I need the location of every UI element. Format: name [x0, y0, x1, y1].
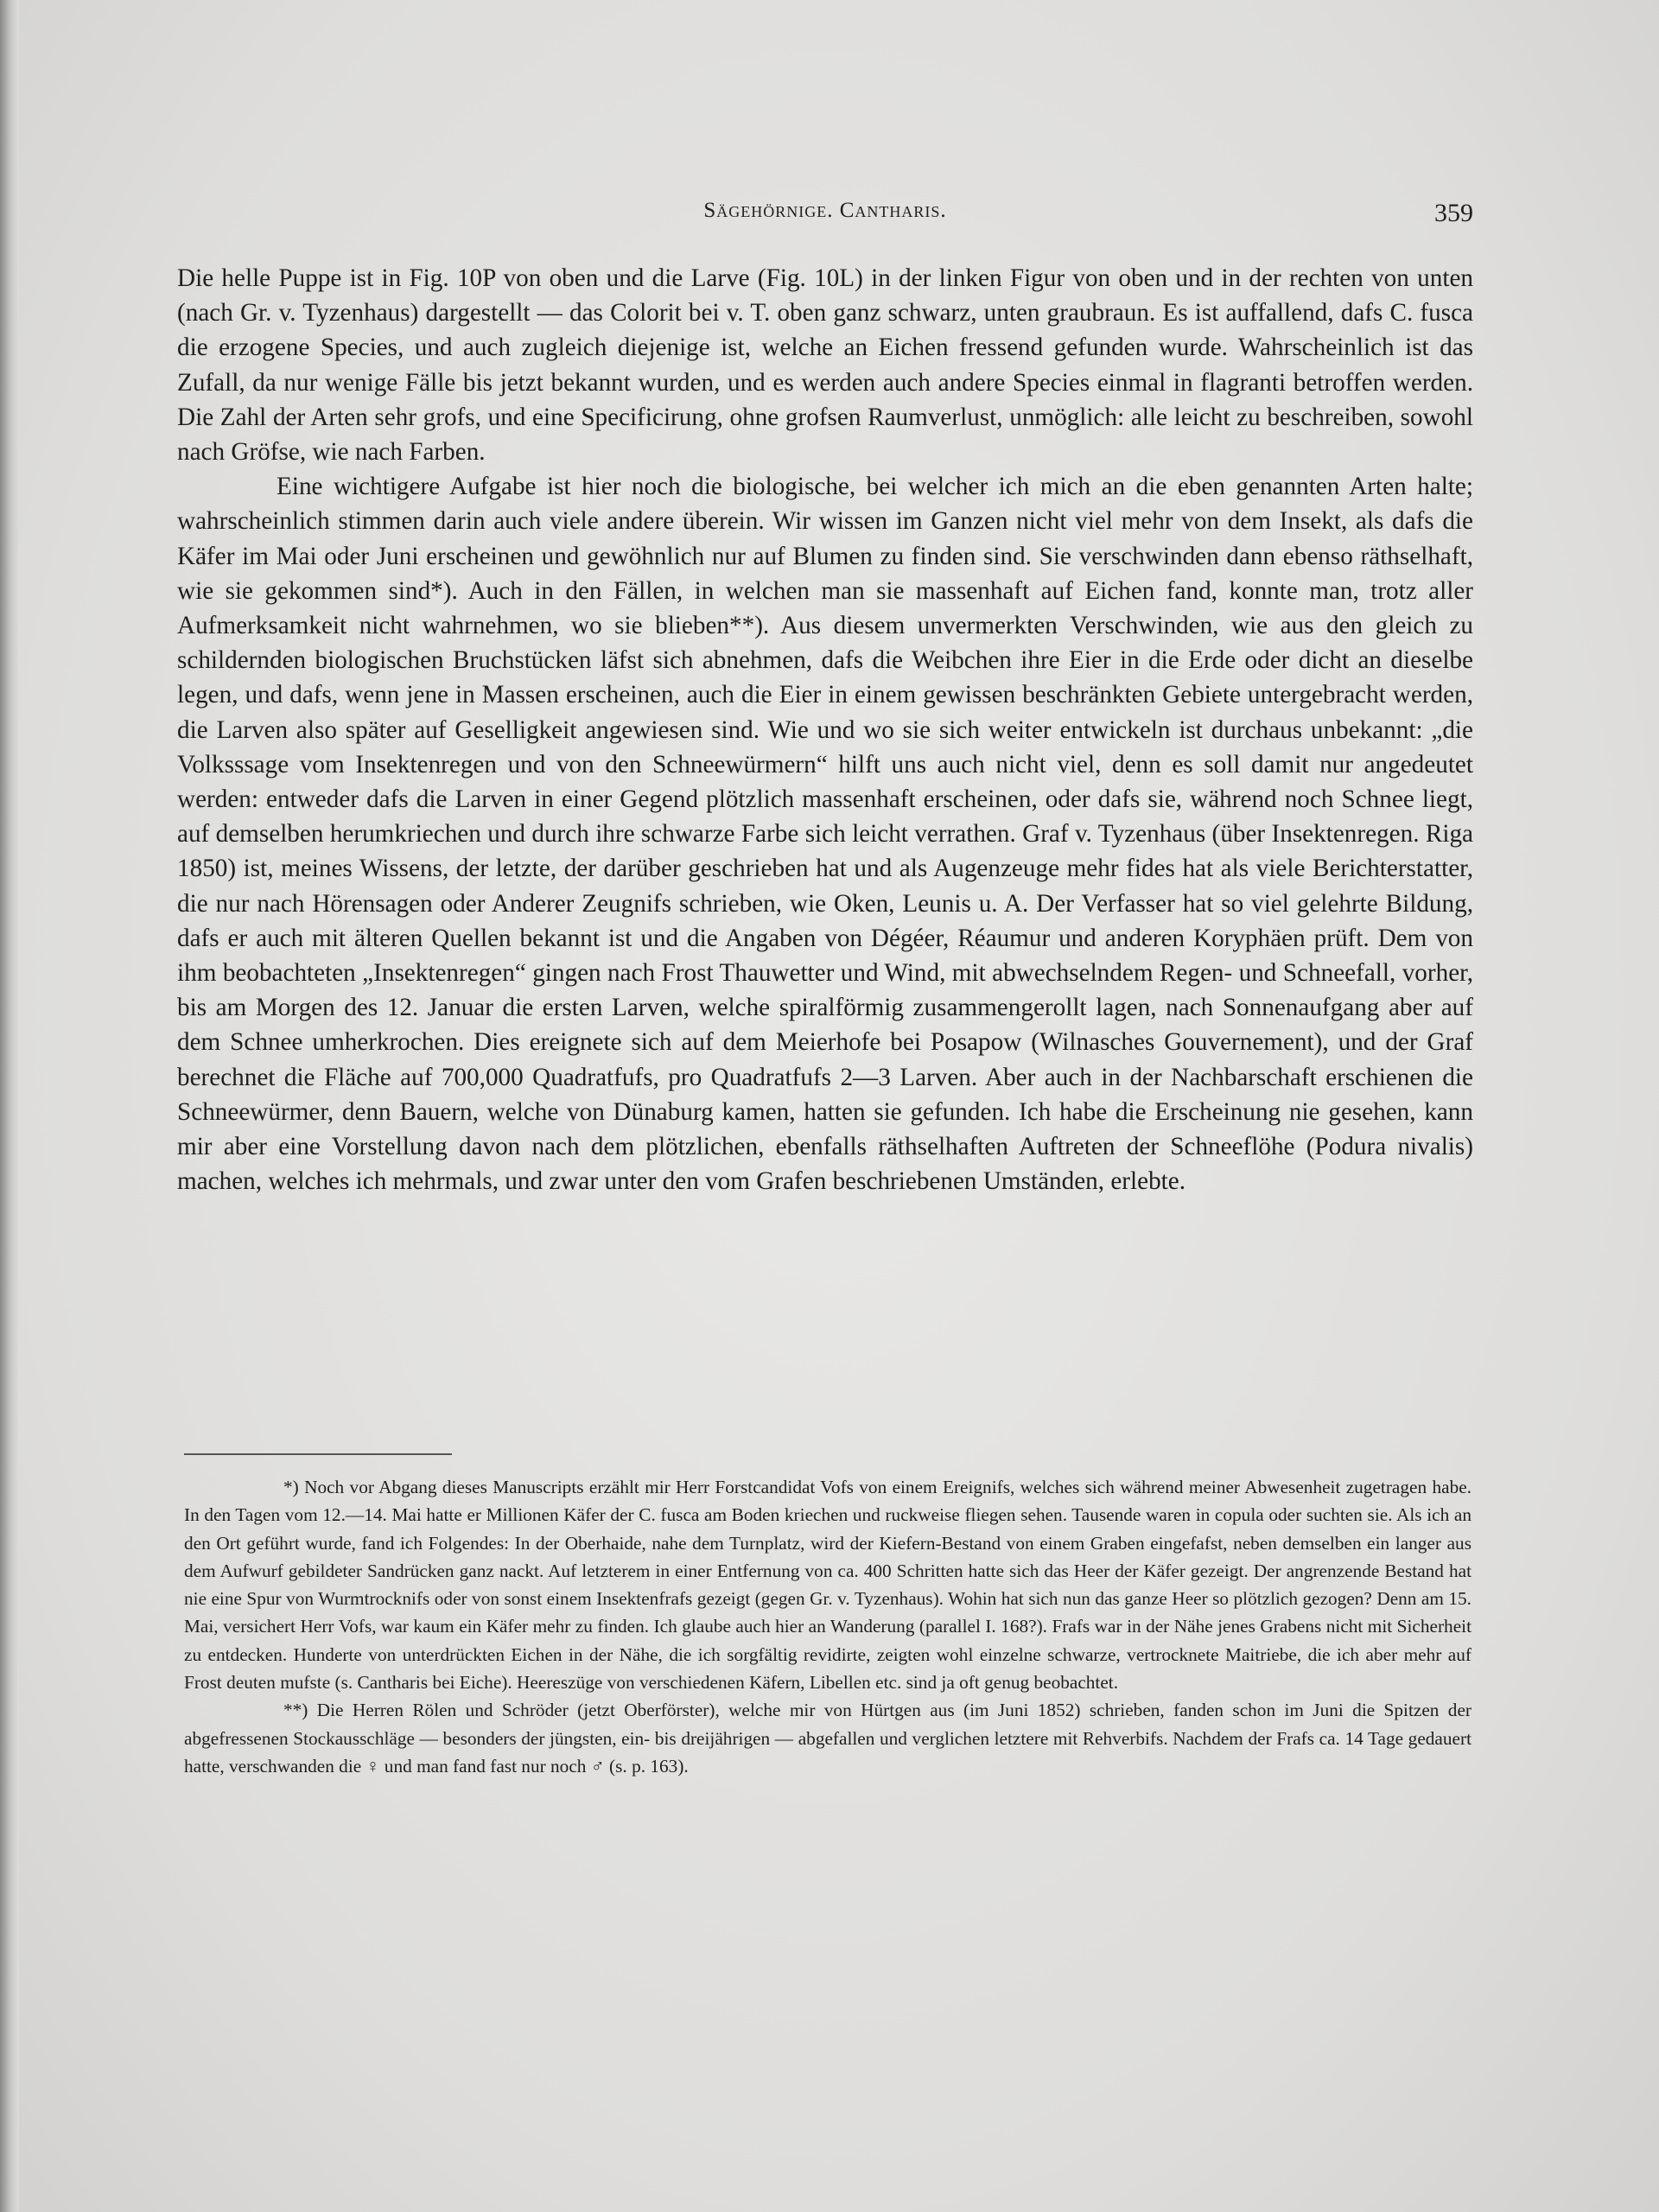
page-spine-shadow: [0, 0, 19, 2212]
running-title: Sägehörnige. Cantharis.: [703, 199, 947, 222]
paragraph: Die helle Puppe ist in Fig. 10P von oben und die Larve (Fig. 10L) in der linken Figur von oben und in der rechten von unten (nach Gr. v. Tyzenhaus) dargestellt — das Colorit bei v. T. oben ganz schwarz, unten graubraun. Es ist auffallend, dafs C. fusca die erzogene Species, und auch zugleich diejenige ist, welche an Eichen fressend gefunden wurde. Wahrscheinlich ist das Zufall, da nur wenige Fälle bis jetzt bekannt wurden, und es werden auch andere Species einmal in flagranti betroffen werden. Die Zahl der Arten sehr grofs, und eine Specificirung, ohne grofsen Raumverlust, unmöglich: alle leicht zu beschreiben, sowohl nach Gröfse, wie nach Farben.: [177, 264, 1473, 467]
footnote: *) Noch vor Abgang dieses Manuscripts erzählt mir Herr Forstcandidat Vofs von einem Ereignifs, welches sich während meiner Abwesenheit zugetragen habe. In den Tagen vom 12.—14. Mai hatte er Millionen Käfer der C. fusca am Boden kriechen und ruckweise fliegen sehen. Tausende waren in copula oder suchten sie. Als ich an den Ort geführt wurde, fand ich Folgendes: In der Oberhaide, nahe dem Turnplatz, wird der Kiefern-Bestand von einem Graben eingefafst, neben demselben ein langer aus dem Aufwurf gebildeter Sandrücken ganz nackt. Auf letzterem in einer Entfernung von ca. 400 Schritten hatte sich das Heer der Käfer gezeigt. Der angrenzende Bestand hat nie eine Spur von Wurmtrocknifs oder von sonst einem Insektenfrafs gezeigt (gegen Gr. v. Tyzenhaus). Wohin hat sich nun das ganze Heer so plötzlich gezogen? Denn am 15. Mai, versichert Herr Vofs, war kaum ein Käfer mehr zu finden. Ich glaube auch hier an Wanderung (parallel I. 168?). Frafs war in der Nähe jenes Grabens nicht mit Sicherheit zu entdecken. Hunderte von unterdrückten Eichen in der Nähe, die ich sorgfältig revidirte, zeigten wohl einzelne schwarze, vertrocknete Maitriebe, die ich aber mehr auf Frost deuten mufste (s. Cantharis bei Eiche). Heereszüge von verschiedenen Käfern, Libellen etc. sind ja oft genug beobachtet.: [184, 1477, 1471, 1694]
footnote: **) Die Herren Rölen und Schröder (jetzt Oberförster), welche mir von Hürtgen aus (im Juni 1852) schrieben, fanden schon im Juni die Spitzen der abgefressenen Stockausschläge — besonders der jüngsten, ein- bis dreijährigen — abgefallen und verglichen letztere mit Rehverbifs. Nachdem der Frafs ca. 14 Tage gedauert hatte, verschwanden die ♀ und man fand fast nur noch ♂ (s. p. 163).: [184, 1700, 1471, 1777]
paragraph: Eine wichtigere Aufgabe ist hier noch die biologische, bei welcher ich mich an die eben genannten Arten halte; wahrscheinlich stimmen darin auch viele andere überein. Wir wissen im Ganzen nicht viel mehr von dem Insekt, als dafs die Käfer im Mai oder Juni erscheinen und gewöhnlich nur auf Blumen zu finden sind. Sie verschwinden dann ebenso räthselhaft, wie sie gekommen sind*). Auch in den Fällen, in welchen man sie massenhaft auf Eichen fand, konnte man, trotz aller Aufmerksamkeit nicht wahrnehmen, wo sie blieben**). Aus diesem unvermerkten Verschwinden, wie aus den gleich zu schildernden biologischen Bruchstücken läfst sich abnehmen, dafs die Weibchen ihre Eier in die Erde oder dicht an dieselbe legen, und dafs, wenn jene in Massen erscheinen, auch die Eier in einem gewissen beschränkten Gebiete untergebracht werden, die Larven also später auf Geselligkeit angewiesen sind. Wie und wo sie sich weiter entwickeln ist durchaus unbekannt: „die Volksssage vom Insektenregen und von den Schneewürmern“ hilft uns auch nicht viel, denn es soll damit nur angedeutet werden: entweder dafs die Larven in einer Gegend plötzlich massenhaft erscheinen, oder dafs sie, während noch Schnee liegt, auf demselben herumkriechen und durch ihre schwarze Farbe sich leicht verrathen. Graf v. Tyzenhaus (über Insektenregen. Riga 1850) ist, meines Wissens, der letzte, der darüber geschrieben hat und als Augenzeuge mehr fides hat als viele Berichterstatter, die nur nach Hörensagen oder Anderer Zeugnifs schrieben, wie Oken, Leunis u. A. Der Verfasser hat so viel gelehrte Bildung, dafs er auch mit älteren Quellen bekannt ist und die Angaben von Dégéer, Réaumur und anderen Koryphäen prüft. Dem von ihm beobachteten „Insektenregen“ gingen nach Frost Thauwetter und Wind, mit abwechselndem Regen- und Schneefall, vorher, bis am Morgen des 12. Januar die ersten Larven, welche spiralförmig zusammengerollt lagen, nach Sonnenaufgang aber auf dem Schnee umherkrochen. Dies ereignete sich auf dem Meierhofe bei Posapow (Wilnasches Gouvernement), und der Graf berechnet die Fläche auf 700,000 Quadratfufs, pro Quadratfufs 2—3 Larven. Aber auch in der Nachbarschaft erschienen die Schneewürmer, denn Bauern, welche von Dünaburg kamen, hatten sie gefunden. Ich habe die Erscheinung nie gesehen, kann mir aber eine Vorstellung davon nach dem plötzlichen, ebenfalls räthselhaften Auftreten der Schneeflöhe (Podura nivalis) machen, welches ich mehrmals, und zwar unter den vom Grafen beschriebenen Umständen, erlebte.: [177, 473, 1473, 1196]
footnote-rule: [184, 1453, 452, 1455]
footnotes: [184, 1473, 1471, 1780]
main-text: [177, 261, 1473, 1198]
page-number: 359: [1434, 199, 1473, 227]
page-header: [177, 199, 1473, 233]
